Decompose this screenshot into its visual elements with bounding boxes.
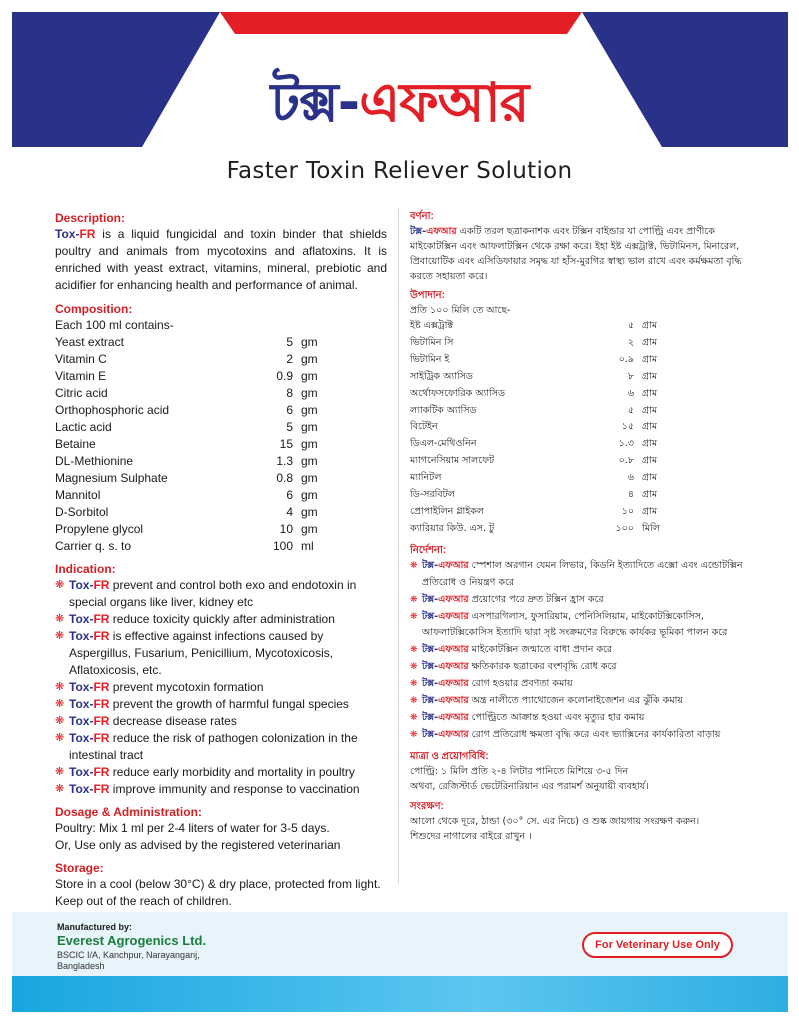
indication-text: decrease disease rates (109, 714, 237, 728)
brand-part: Tox- (69, 578, 94, 592)
bullet-icon: ❋ (410, 729, 418, 740)
bn-composition-row (410, 403, 750, 420)
manufacturer-name: Everest Agrogenics Ltd. (57, 933, 207, 948)
bn-ingredient-name: ম্যাগনেসিয়াম সালফেট (410, 455, 495, 467)
ingredient-qty: 15 (279, 437, 293, 451)
bullet-icon: ❋ (55, 783, 65, 795)
indication-item (55, 611, 387, 628)
bn-ingredient-unit: গ্রাম (642, 336, 658, 348)
indication-text: improve immunity and response to vaccination (109, 782, 360, 796)
bn-dosage-line-2: অথবা, রেজিস্টার্ড ভেটেরিনারিয়ান এর পরামর্শ অনুযায়ী ব্যবহার্য। (410, 780, 649, 792)
composition-intro: Each 100 ml contains- (55, 318, 174, 332)
composition-row (55, 368, 387, 385)
bn-ingredient-unit: গ্রাম (642, 320, 658, 331)
brand-name (69, 765, 109, 779)
ingredient-name: Carrier q. s. to (55, 539, 132, 553)
bn-indication-item (410, 676, 750, 693)
bn-ingredient-unit: গ্রাম (642, 505, 658, 517)
bn-composition-intro: প্রতি ১০০ মিলি তে আছে- (410, 305, 511, 316)
bullet-icon: ❋ (410, 611, 418, 622)
bn-indication-text: স্পেশাল অরগান যেমন লিভার, কিডনি ইত্যাদিতে এক্সো এবং এন্ডোটক্সিন প্রতিরোধ ও নিয়ন্ত্রণ করে (422, 559, 743, 588)
dosage-line-1: Poultry: Mix 1 ml per 2-4 liters of water for 3-5 days. (55, 821, 330, 835)
brand-part: FR (93, 578, 110, 592)
indication-item (55, 696, 387, 713)
ingredient-unit: gm (301, 403, 318, 417)
bn-ingredient-qty: ৬ (627, 472, 634, 484)
dosage-heading: Dosage & Administration: (55, 805, 202, 819)
ingredient-name: Magnesium Sulphate (55, 471, 168, 485)
bullet-icon: ❋ (55, 715, 65, 727)
bn-indication-item (410, 609, 750, 643)
bn-storage-heading: সংরক্ষণ: (410, 800, 444, 812)
ingredient-qty: 100 (272, 539, 293, 553)
bn-ingredient-unit: গ্রাম (642, 387, 658, 399)
brand-part: টক্স- (422, 728, 439, 740)
brand-name (69, 697, 109, 711)
bn-indication-heading: নির্দেশনা: (410, 544, 447, 556)
ingredient-unit: ml (301, 539, 314, 553)
composition-table (55, 334, 387, 555)
bn-ingredient-unit: গ্রাম (642, 455, 658, 467)
ingredient-qty: 1.3 (276, 454, 293, 468)
brand-name (69, 680, 109, 694)
bn-indication-text: মাইকোটক্সিন জন্মাতে বাধা প্রদান করে (468, 644, 613, 656)
bn-ingredient-name: সাইট্রিক অ্যাসিড (410, 370, 473, 382)
bn-brand-name: টক্স-এফআর (410, 226, 457, 237)
ingredient-unit: gm (301, 420, 318, 434)
brand-part: টক্স- (422, 610, 439, 622)
bn-ingredient-name: ইষ্ট এক্সট্রাক্ট (410, 320, 454, 331)
bn-ingredient-unit: গ্রাম (642, 472, 658, 484)
bn-storage-line-1: আলো থেকে দূরে, ঠান্ডা (৩০° সে. এর নিচে) ও শুষ্ক জায়গায় সংরক্ষণ করুন। (410, 815, 700, 827)
brand-name (69, 731, 109, 745)
composition-row (55, 334, 387, 351)
brand-part: Tox- (69, 629, 94, 643)
brand-part: এফআর (438, 678, 469, 690)
indication-item (55, 781, 387, 798)
bn-brand-name (422, 661, 469, 672)
bn-brand-name (422, 729, 469, 740)
brand-part: FR (93, 731, 110, 745)
ingredient-qty: 4 (286, 505, 293, 519)
ingredient-unit: gm (301, 454, 318, 468)
brand-part: টক্স- (422, 644, 439, 656)
ingredient-unit: gm (301, 471, 318, 485)
bn-ingredient-name: প্রোপাইলিন গ্লাইকল (410, 505, 484, 517)
description-text: Tox-FR is a liquid fungicidal and toxin binder that shields poultry and animals from mycotoxins and aflatoxins. It is enriched with yeast extract, vitamins, mineral, prebiotic and acidifier for enhancing health and performance of animal. (55, 227, 387, 292)
ingredient-qty: 6 (286, 403, 293, 417)
bn-composition-heading: উপাদান: (410, 290, 445, 301)
composition-row (55, 487, 387, 504)
indication-text: reduce the risk of pathogen colonization in the intestinal tract (69, 731, 358, 762)
indication-text: prevent mycotoxin formation (109, 680, 264, 694)
bullet-icon: ❋ (410, 712, 418, 723)
bn-ingredient-unit: গ্রাম (642, 421, 658, 433)
brand-part: FR (93, 680, 110, 694)
bullet-icon: ❋ (410, 645, 418, 656)
bn-indication-item (410, 558, 750, 592)
brand-part: Tox- (69, 765, 94, 779)
bn-indication-text: অন্ত্র নালীতে প্যাথোজেন কলোনাইজেশন এর ঝুঁকি কমায় (468, 695, 683, 707)
bn-composition-row (410, 453, 750, 470)
bn-ingredient-unit: গ্রাম (642, 489, 658, 501)
brand-name (69, 714, 109, 728)
indication-text: prevent and control both exo and endotoxin in special organs like liver, kidney etc (69, 578, 357, 609)
brand-part: Tox- (69, 782, 94, 796)
bn-ingredient-name: ম্যানিটল (410, 472, 442, 484)
bn-ingredient-name: বিটেইন (410, 421, 438, 433)
ingredient-unit: gm (301, 505, 318, 519)
indication-item (55, 577, 387, 611)
indication-text: reduce early morbidity and mortality in poultry (109, 765, 355, 779)
ingredient-unit: gm (301, 386, 318, 400)
ingredient-name: Citric acid (55, 386, 108, 400)
bn-indication-item (410, 710, 750, 727)
bn-ingredient-name: ডি-সরবিটল (410, 489, 455, 501)
bn-brand-name (422, 695, 469, 706)
indication-text: reduce toxicity quickly after administration (109, 612, 335, 626)
veterinary-use-badge: For Veterinary Use Only (582, 932, 733, 958)
brand-part: FR (93, 782, 110, 796)
bn-brand-name (422, 678, 469, 689)
ingredient-name: Yeast extract (55, 335, 124, 349)
bottom-color-bar (12, 976, 788, 1012)
bn-indication-text: রোগ হওয়ার প্রবণতা কমায় (468, 678, 573, 690)
composition-row (55, 453, 387, 470)
bn-ingredient-unit: গ্রাম (642, 404, 658, 416)
ingredient-qty: 8 (286, 386, 293, 400)
brand-part: এফআর (438, 661, 469, 673)
bn-ingredient-unit: গ্রাম (642, 438, 658, 450)
brand-part: FR (93, 697, 110, 711)
ingredient-qty: 0.9 (276, 369, 293, 383)
bn-ingredient-name: ক্যারিয়ার কিউ. এস. টু (410, 522, 495, 534)
bn-ingredient-qty: ৬ (627, 387, 634, 399)
bn-composition-row (410, 369, 750, 386)
bn-composition-row (410, 504, 750, 521)
bullet-icon: ❋ (55, 579, 65, 591)
brand-part: FR (93, 714, 110, 728)
indication-heading: Indication: (55, 562, 116, 576)
bn-ingredient-qty: ১.৩ (618, 438, 634, 450)
bn-composition-table (410, 318, 750, 538)
ingredient-name: Propylene glycol (55, 522, 144, 536)
storage-line-2: Keep out of the reach of children. (55, 894, 232, 908)
brand-part: এফআর (438, 728, 469, 740)
ingredient-qty: 10 (279, 522, 293, 536)
bn-brand-name (422, 644, 469, 655)
bn-description-heading: বর্ণনা: (410, 211, 434, 222)
bn-indication-text: এসপারগিলাস, ফুসারিয়াম, পেনিসিলিয়াম, মাইকোটক্সিকোসিস, আফলাটক্সিকোসিস ইত্যাদি দ্বারা সৃষ্ট সংক্রমণের বিরুদ্ধে কার্যকর ভূমিকা পালন করে (422, 610, 728, 639)
brand-part: এফআর (438, 593, 469, 605)
ingredient-unit: gm (301, 335, 318, 349)
ingredient-name: Vitamin E (55, 369, 107, 383)
bullet-icon: ❋ (410, 662, 418, 673)
brand-name (69, 782, 109, 796)
bn-indication-item (410, 727, 750, 744)
bn-composition-row (410, 419, 750, 436)
bn-description-text: টক্স-এফআর একটি তরল ছত্রাকনাশক এবং টক্সিন বাইন্ডার যা পোল্ট্রি এবং প্রাণীকে মাইকোটক্সিন এবং আফলাটক্সিন থেকে রক্ষা করে। ইহা ইষ্ট এক্সট্রাক্ট, ভিটামিনস, মিনারেল, প্রিবায়োটিক এবং এসিডিফায়ার সমৃদ্ধ যা হাঁস-মুরগির স্বাস্থ্য ভাল রাখে এবং কর্মক্ষমতা বৃদ্ধি করতে সহায়তা করে। (410, 226, 742, 282)
manufacturer-address: BSCIC I/A, Kanchpur, Narayanganj, Bangladesh (57, 950, 200, 971)
bn-brand-name (422, 594, 469, 605)
bullet-icon: ❋ (55, 698, 65, 710)
ingredient-unit: gm (301, 437, 318, 451)
ingredient-name: Orthophosphoric acid (55, 403, 170, 417)
bn-ingredient-unit: গ্রাম (642, 370, 658, 382)
brand-part: টক্স- (422, 695, 439, 707)
bn-composition-row (410, 318, 750, 335)
ingredient-name: Lactic acid (55, 420, 112, 434)
brand-name (69, 578, 109, 592)
composition-row (55, 385, 387, 402)
bn-composition-row (410, 436, 750, 453)
composition-row (55, 436, 387, 453)
column-divider (398, 208, 399, 884)
bn-composition-row (410, 521, 750, 538)
ingredient-qty: 5 (286, 420, 293, 434)
bullet-icon: ❋ (410, 594, 418, 605)
brand-part: এফআর (438, 559, 469, 571)
brand-part: এফআর (438, 695, 469, 707)
product-subtitle: Faster Toxin Reliever Solution (226, 158, 573, 184)
brand-name (69, 629, 109, 643)
bn-ingredient-qty: ১০ (621, 505, 634, 517)
ingredient-unit: gm (301, 488, 318, 502)
ingredient-name: Mannitol (55, 488, 101, 502)
brand-part: Tox- (69, 697, 94, 711)
bn-composition-row (410, 487, 750, 504)
bn-ingredient-unit: মিলি (642, 522, 660, 534)
bn-ingredient-name: অর্থোফসফোরিক অ্যাসিড (410, 387, 506, 399)
ingredient-unit: gm (301, 522, 318, 536)
bullet-icon: ❋ (410, 696, 418, 707)
composition-row (55, 504, 387, 521)
composition-row (55, 351, 387, 368)
brand-part: টক্স- (422, 678, 439, 690)
brand-part: টক্স- (422, 711, 439, 723)
indication-item (55, 679, 387, 696)
ingredient-name: DL-Methionine (55, 454, 134, 468)
bullet-icon: ❋ (55, 630, 65, 642)
brand-part: টক্স- (422, 661, 439, 673)
bn-ingredient-name: ভিটামিন সি (410, 336, 454, 348)
ingredient-unit: gm (301, 352, 318, 366)
bn-composition-row (410, 335, 750, 352)
bullet-icon: ❋ (55, 766, 65, 778)
composition-row (55, 538, 387, 555)
bn-dosage-heading: মাত্রা ও প্রয়োগবিধি: (410, 750, 489, 762)
storage-heading: Storage: (55, 861, 104, 875)
bn-composition-row (410, 352, 750, 369)
ingredient-name: D-Sorbitol (55, 505, 109, 519)
composition-row (55, 419, 387, 436)
bullet-icon: ❋ (55, 732, 65, 744)
bn-ingredient-qty: ১৫ (621, 421, 634, 433)
bn-ingredient-name: ভিটামিন ই (410, 353, 450, 365)
bn-ingredient-qty: ৪ (627, 489, 634, 501)
bn-indication-item (410, 659, 750, 676)
english-column (55, 210, 387, 910)
bn-indication-item (410, 693, 750, 710)
bn-brand-name (422, 611, 469, 622)
bn-composition-row (410, 470, 750, 487)
bn-ingredient-name: ল্যাকটিক অ্যাসিড (410, 404, 477, 416)
title-part-navy: টক্স- (270, 71, 360, 134)
brand-part: FR (93, 765, 110, 779)
storage-line-1: Store in a cool (below 30°C) & dry place, protected from light. (55, 877, 381, 891)
indication-list (55, 577, 387, 798)
dosage-line-2: Or, Use only as advised by the registered veterinarian (55, 838, 341, 852)
brand-part: Tox- (69, 714, 94, 728)
bn-composition-row (410, 386, 750, 403)
ingredient-qty: 2 (286, 352, 293, 366)
indication-text: is effective against infections caused by Aspergillus, Fusarium, Penicillium, Mycotoxicosis, Aflatoxicosis, etc. (69, 629, 334, 677)
manufactured-by-label: Manufactured by: (57, 922, 133, 932)
brand-part: Tox- (69, 612, 94, 626)
brand-part: এফআর (438, 711, 469, 723)
footer-panel (12, 912, 788, 976)
ingredient-qty: 5 (286, 335, 293, 349)
brand-part: FR (93, 612, 110, 626)
description-heading: Description: (55, 211, 126, 225)
bn-indication-item (410, 592, 750, 609)
bn-ingredient-qty: ৮ (627, 370, 634, 382)
composition-heading: Composition: (55, 302, 133, 316)
bullet-icon: ❋ (55, 613, 65, 625)
bn-storage-line-2: শিশুদের নাগালের বাইরে রাখুন । (410, 830, 532, 842)
brand-name: Tox-FR (55, 227, 96, 241)
bn-indication-text: পোল্ট্রিতে আক্রান্ত হওয়া এবং মৃত্যুর হার কমায় (468, 711, 645, 723)
bullet-icon: ❋ (55, 681, 65, 693)
ingredient-unit: gm (301, 369, 318, 383)
indication-item (55, 713, 387, 730)
composition-row (55, 402, 387, 419)
ingredient-name: Betaine (55, 437, 96, 451)
brand-part: Tox- (69, 731, 94, 745)
brand-part: টক্স- (422, 559, 439, 571)
brand-part: FR (93, 629, 110, 643)
product-title-bangla (0, 71, 799, 134)
bn-indication-list (410, 558, 750, 744)
indication-item (55, 764, 387, 781)
bn-ingredient-qty: ০.৮ (618, 455, 634, 467)
bn-indication-text: রোগ প্রতিরোধ ক্ষমতা বৃদ্ধি করে এবং ভ্যাক্সিনের কার্যকারিতা বাড়ায় (468, 728, 721, 740)
indication-text: prevent the growth of harmful fungal species (109, 697, 349, 711)
bn-ingredient-qty: ২ (627, 336, 634, 348)
composition-row (55, 470, 387, 487)
brand-part: টক্স- (422, 593, 439, 605)
bullet-icon: ❋ (410, 560, 418, 571)
ingredient-qty: 0.8 (276, 471, 293, 485)
bn-brand-name (422, 560, 469, 571)
bn-ingredient-qty: ৫ (627, 404, 634, 416)
indication-item (55, 730, 387, 764)
bn-ingredient-unit: গ্রাম (642, 353, 658, 365)
ingredient-name: Vitamin C (55, 352, 107, 366)
bn-indication-text: প্রয়োগের পরে দ্রুত টক্সিন হ্রাস করে (468, 593, 604, 605)
bn-indication-item (410, 642, 750, 659)
ingredient-qty: 6 (286, 488, 293, 502)
indication-item (55, 628, 387, 679)
composition-row (55, 521, 387, 538)
brand-part: Tox- (69, 680, 94, 694)
bn-dosage-line-1: পোল্ট্রি: ১ মিলি প্রতি ২-৪ লিটার পানিতে মিশিয়ে ৩-৫ দিন (410, 765, 629, 777)
bn-ingredient-name: ডিএল-মেথিওনিন (410, 438, 477, 450)
bn-ingredient-qty: ৫ (627, 320, 634, 331)
brand-part: এফআর (438, 644, 469, 656)
bn-ingredient-qty: ০.৯ (618, 353, 634, 365)
bn-brand-name (422, 712, 469, 723)
header-red-band (220, 12, 582, 34)
title-part-red: এফআর (359, 71, 529, 134)
bullet-icon: ❋ (410, 679, 418, 690)
brand-name (69, 612, 109, 626)
bangla-column (410, 210, 750, 844)
bn-indication-text: ক্ষতিকারক ছত্রাকের বংশবৃদ্ধি রোধ করে (468, 661, 617, 673)
brand-part: এফআর (438, 610, 469, 622)
bn-ingredient-qty: ১০০ (615, 522, 634, 534)
